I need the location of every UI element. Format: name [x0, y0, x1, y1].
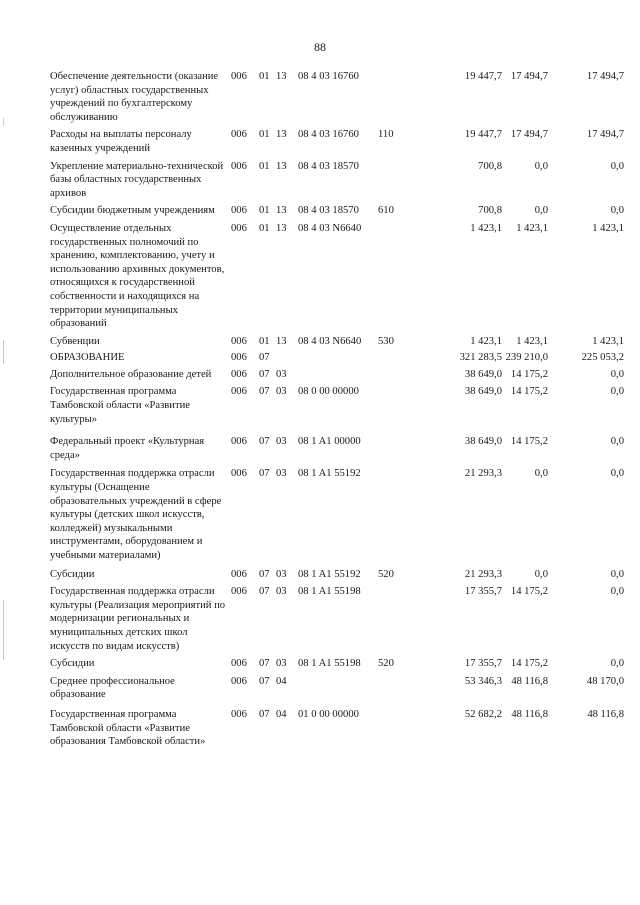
row-pr: 04 [276, 708, 287, 720]
row-name: Государственная поддержка отрасли культуры (Оснащение образовательных учреждений в сфере культуры (детских школ искусств, колледжей) музыкальными инструментами, оборудованием и учебными материалами) [50, 468, 222, 561]
row-amount-year1: 21 293,3 [464, 468, 502, 480]
row-rz: 07 [259, 658, 270, 670]
row-pr: 13 [276, 205, 287, 217]
row-amount-year1: 38 649,0 [464, 368, 502, 380]
row-pr: 03 [276, 658, 287, 670]
row-vr: 530 [378, 335, 394, 347]
row-amount-year2: 0,0 [534, 205, 548, 217]
row-vr: 110 [378, 129, 394, 141]
table-row [50, 467, 625, 562]
row-ved: 006 [231, 160, 247, 172]
table-row [50, 385, 625, 426]
row-rz: 07 [259, 568, 270, 580]
page-number: 88 [314, 40, 326, 54]
row-vr: 610 [378, 205, 394, 217]
row-amount-year3: 17 494,7 [586, 129, 624, 141]
row-amount-year2: 14 175,2 [510, 368, 548, 380]
row-amount-year3: 0,0 [610, 586, 624, 598]
row-amount-year2: 14 175,2 [510, 386, 548, 398]
row-csr: 08 1 A1 55192 [298, 468, 361, 480]
row-amount-year3: 0,0 [610, 568, 624, 580]
row-amount-year2: 17 494,7 [510, 129, 548, 141]
row-ved: 006 [231, 586, 247, 598]
table-row [50, 568, 625, 582]
row-amount-year1: 52 682,2 [464, 708, 502, 720]
table-row [50, 222, 625, 331]
row-ved: 006 [231, 205, 247, 217]
row-amount-year3: 0,0 [610, 468, 624, 480]
row-rz: 07 [259, 386, 270, 398]
row-pr: 03 [276, 386, 287, 398]
row-amount-year1: 19 447,7 [464, 71, 502, 82]
row-vr: 520 [378, 568, 394, 580]
row-amount-year3: 0,0 [610, 160, 624, 172]
row-csr: 08 4 03 N6640 [298, 222, 362, 234]
table-row [50, 351, 625, 365]
row-csr: 08 1 A1 00000 [298, 436, 361, 448]
row-amount-year3: 0,0 [610, 205, 624, 217]
row-amount-year3: 1 423,1 [592, 335, 624, 347]
row-csr: 08 4 03 18570 [298, 160, 359, 172]
table-row [50, 70, 625, 124]
row-pr: 03 [276, 568, 287, 580]
row-amount-year1: 21 293,3 [464, 568, 502, 580]
row-pr: 04 [276, 675, 287, 687]
row-pr: 03 [276, 436, 287, 448]
row-name: Субвенции [50, 335, 100, 347]
row-amount-year3: 0,0 [610, 368, 624, 380]
row-amount-year2: 14 175,2 [510, 658, 548, 670]
row-amount-year2: 0,0 [534, 568, 548, 580]
row-amount-year3: 48 170,0 [586, 675, 624, 687]
margin-mark-lower [3, 600, 4, 660]
row-name: Среднее профессиональное образование [50, 675, 175, 701]
row-rz: 07 [259, 368, 270, 380]
row-rz: 01 [259, 222, 270, 234]
row-amount-year2: 17 494,7 [510, 71, 548, 82]
row-amount-year1: 1 423,1 [470, 222, 502, 234]
row-pr: 13 [276, 222, 287, 234]
row-name: Субсидии бюджетным учреждениям [50, 205, 215, 217]
row-amount-year2: 48 116,8 [511, 675, 548, 687]
row-name: Субсидии [50, 658, 95, 670]
row-csr: 08 1 A1 55192 [298, 568, 361, 580]
row-name: Федеральный проект «Культурная среда» [50, 436, 205, 461]
row-ved: 006 [231, 468, 247, 480]
table-row [50, 657, 625, 671]
margin-mark-top [3, 118, 4, 126]
row-csr: 01 0 00 00000 [298, 708, 359, 720]
row-ved: 006 [231, 436, 247, 448]
row-ved: 006 [231, 129, 247, 141]
row-amount-year1: 17 355,7 [464, 658, 502, 670]
row-amount-year2: 0,0 [534, 160, 548, 172]
row-name: Укрепление материально-технической базы областных государственных архивов [50, 160, 224, 199]
row-amount-year2: 0,0 [534, 468, 548, 480]
row-amount-year1: 19 447,7 [464, 129, 502, 141]
table-row [50, 128, 625, 155]
row-name: ОБРАЗОВАНИЕ [50, 352, 125, 364]
row-amount-year3: 225 053,2 [581, 352, 624, 364]
row-ved: 006 [231, 222, 247, 234]
row-csr: 08 4 03 16760 [298, 129, 359, 141]
row-ved: 006 [231, 71, 247, 82]
row-csr: 08 4 03 N6640 [298, 335, 362, 347]
budget-table [50, 70, 625, 749]
row-amount-year2: 14 175,2 [510, 586, 548, 598]
row-amount-year2: 1 423,1 [516, 335, 548, 347]
row-ved: 006 [231, 352, 247, 364]
row-ved: 006 [231, 658, 247, 670]
row-ved: 006 [231, 335, 247, 347]
row-amount-year3: 0,0 [610, 386, 624, 398]
row-rz: 01 [259, 71, 270, 82]
row-ved: 006 [231, 708, 247, 720]
row-rz: 01 [259, 129, 270, 141]
row-pr: 13 [276, 129, 287, 141]
row-amount-year3: 17 494,7 [586, 71, 624, 82]
row-rz: 07 [259, 675, 270, 687]
table-row [50, 435, 625, 462]
row-pr: 03 [276, 586, 287, 598]
row-rz: 01 [259, 205, 270, 217]
table-row [50, 160, 625, 201]
row-amount-year1: 53 346,3 [464, 675, 502, 687]
row-ved: 006 [231, 386, 247, 398]
row-csr: 08 4 03 16760 [298, 71, 359, 82]
row-rz: 01 [259, 335, 270, 347]
row-amount-year3: 0,0 [610, 658, 624, 670]
row-rz: 07 [259, 352, 270, 364]
row-name: Государственная поддержка отрасли культуры (Реализация мероприятий по модернизации региональных и муниципальных детских школ искусств по видам искусств) [50, 586, 226, 652]
row-name: Расходы на выплаты персоналу казенных учреждений [50, 129, 192, 154]
row-ved: 006 [231, 568, 247, 580]
row-csr: 08 1 A1 55198 [298, 586, 361, 598]
row-ved: 006 [231, 368, 247, 380]
row-amount-year1: 700,8 [478, 205, 502, 217]
row-name: Осуществление отдельных государственных полномочий по хранению, комплектованию, учету и использованию архивных документов, относящихся к государственной собственности и находящихся на территории муниципальных образований [50, 222, 225, 330]
table-row [50, 708, 625, 749]
row-rz: 07 [259, 468, 270, 480]
row-csr: 08 1 A1 55198 [298, 658, 361, 670]
row-amount-year1: 1 423,1 [470, 335, 502, 347]
row-amount-year3: 0,0 [610, 436, 624, 448]
table-row [50, 585, 625, 653]
row-name: Государственная программа Тамбовской области «Развитие образования Тамбовской области» [50, 708, 206, 748]
table-row [50, 675, 625, 702]
margin-mark-middle [3, 340, 4, 364]
row-rz: 01 [259, 160, 270, 172]
row-amount-year3: 1 423,1 [592, 222, 624, 234]
row-csr: 08 4 03 18570 [298, 205, 359, 217]
row-pr: 13 [276, 335, 287, 347]
row-pr: 03 [276, 368, 287, 380]
row-name: Дополнительное образование детей [50, 368, 212, 380]
row-amount-year1: 321 283,5 [459, 352, 502, 364]
row-amount-year2: 14 175,2 [510, 436, 548, 448]
row-amount-year3: 48 116,8 [587, 708, 624, 720]
row-amount-year2: 239 210,0 [505, 352, 548, 364]
row-amount-year1: 38 649,0 [464, 436, 502, 448]
row-rz: 07 [259, 708, 270, 720]
table-row [50, 204, 625, 218]
row-rz: 07 [259, 436, 270, 448]
row-pr: 13 [276, 71, 287, 82]
row-csr: 08 0 00 00000 [298, 386, 359, 398]
row-pr: 13 [276, 160, 287, 172]
row-amount-year1: 700,8 [478, 160, 502, 172]
row-ved: 006 [231, 675, 247, 687]
row-name: Обеспечение деятельности (оказание услуг) областных государственных учреждений по бухгалтерскому обслуживанию [50, 71, 219, 123]
row-name: Субсидии [50, 568, 95, 580]
row-name: Государственная программа Тамбовской области «Развитие культуры» [50, 386, 190, 425]
row-pr: 03 [276, 468, 287, 480]
table-row [50, 368, 625, 382]
row-amount-year2: 48 116,8 [511, 708, 548, 720]
row-vr: 520 [378, 658, 394, 670]
table-row [50, 335, 625, 349]
row-amount-year1: 17 355,7 [464, 586, 502, 598]
row-amount-year1: 38 649,0 [464, 386, 502, 398]
row-amount-year2: 1 423,1 [516, 222, 548, 234]
row-rz: 07 [259, 586, 270, 598]
